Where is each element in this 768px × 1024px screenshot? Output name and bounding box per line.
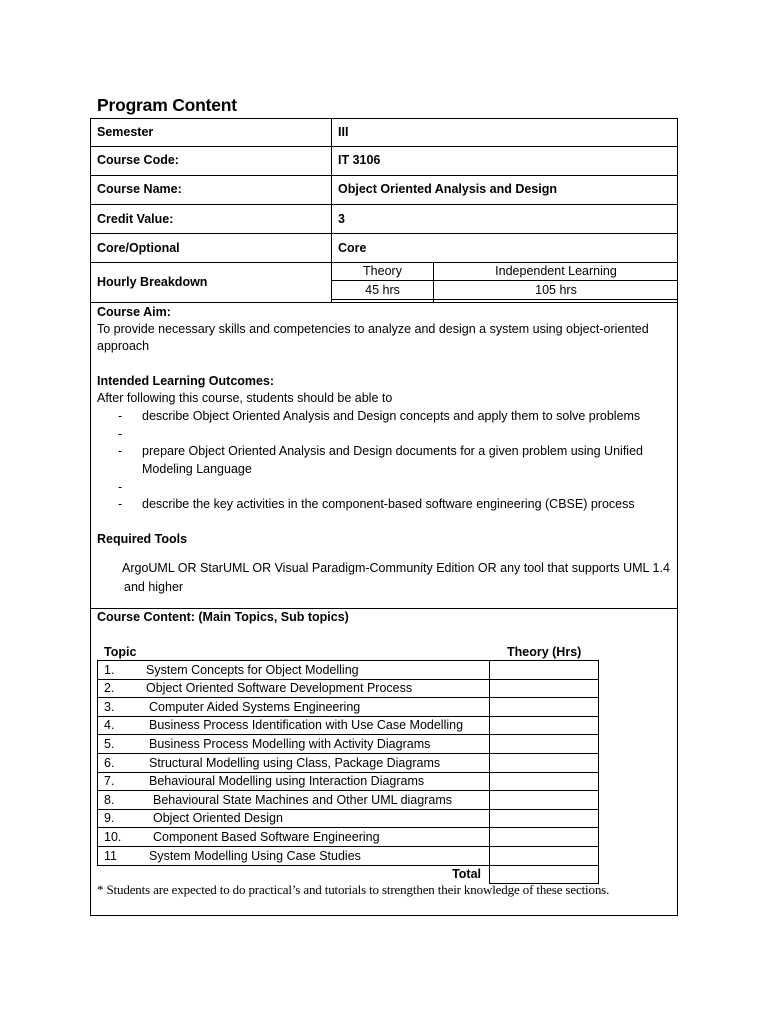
topic-name: Behavioural Modelling using Interaction Diagrams xyxy=(149,774,425,789)
topic-name: Component Based Software Engineering xyxy=(153,829,380,844)
required-tools-text-cont: and higher xyxy=(124,580,184,594)
theory-hours-cell xyxy=(489,827,599,847)
footnote: * Students are expected to do practical’s and tutorials to strengthen their knowledge of these sections. xyxy=(97,882,610,897)
ilo-item: describe Object Oriented Analysis and Design concepts and apply them to solve problems xyxy=(142,409,641,423)
topic-name: Object Oriented Design xyxy=(153,811,283,826)
topic-number: 4. xyxy=(104,718,115,733)
total-label: Total xyxy=(452,867,481,882)
theory-hours-cell xyxy=(489,716,599,736)
course-name-value: Object Oriented Analysis and Design xyxy=(338,182,558,196)
bullet-dash: - xyxy=(118,409,123,423)
credit-value: 3 xyxy=(338,212,345,226)
ilo-heading: Intended Learning Outcomes: xyxy=(97,374,275,388)
bullet-dash: - xyxy=(118,497,123,511)
course-name-label: Course Name: xyxy=(97,182,182,196)
course-code-value: IT 3106 xyxy=(338,153,381,167)
topic-name: System Concepts for Object Modelling xyxy=(146,662,359,677)
course-content-heading: Course Content: (Main Topics, Sub topics) xyxy=(97,610,349,624)
page-title: Program Content xyxy=(97,95,237,115)
topic-number: 8. xyxy=(104,792,115,807)
topic-number: 9. xyxy=(104,811,115,826)
topic-name: Behavioural State Machines and Other UML diagrams xyxy=(153,792,452,807)
theory-header: Theory xyxy=(363,264,402,278)
topic-name: Object Oriented Software Development Process xyxy=(146,681,413,696)
topic-name: Computer Aided Systems Engineering xyxy=(149,699,361,714)
course-aim-text-cont: approach xyxy=(97,339,150,353)
topic-number: 1. xyxy=(104,662,115,677)
topic-name: Business Process Modelling with Activity Diagrams xyxy=(149,736,431,751)
topic-name: Business Process Identification with Use Case Modelling xyxy=(149,718,464,733)
ilo-item-cont: Modeling Language xyxy=(142,462,252,476)
topic-name: Structural Modelling using Class, Package Diagrams xyxy=(149,755,441,770)
semester-value: III xyxy=(338,125,349,139)
hourly-breakdown-label: Hourly Breakdown xyxy=(97,275,208,289)
theory-hours-cell xyxy=(489,697,599,717)
theory-hours-cell xyxy=(489,734,599,754)
row-divider xyxy=(90,204,678,205)
topic-number: 2. xyxy=(104,681,115,696)
topic-number: 10. xyxy=(104,829,122,844)
topic-number: 6. xyxy=(104,755,115,770)
credit-value-label: Credit Value: xyxy=(97,212,174,226)
bullet-dash: - xyxy=(118,480,123,494)
row-divider xyxy=(90,302,678,303)
theory-hours-cell xyxy=(489,753,599,773)
topic-number: 5. xyxy=(104,736,115,751)
core-optional-value: Core xyxy=(338,241,367,255)
ilo-item: prepare Object Oriented Analysis and Design documents for a given problem using Unified xyxy=(142,444,643,458)
bullet-dash: - xyxy=(118,427,123,441)
hourly-bottom-rule xyxy=(331,299,678,300)
topic-number: 7. xyxy=(104,774,115,789)
core-optional-label: Core/Optional xyxy=(97,241,180,255)
row-divider xyxy=(90,175,678,176)
required-tools-text: ArgoUML OR StarUML OR Visual Paradigm-Community Edition OR any tool that supports UML 1.4 xyxy=(122,561,670,575)
theory-hours-cell xyxy=(489,790,599,810)
topic-number: 3. xyxy=(104,699,115,714)
theory-hours-cell xyxy=(489,660,599,680)
course-aim-heading: Course Aim: xyxy=(97,305,171,319)
independent-learning-header: Independent Learning xyxy=(495,264,617,278)
ilo-item: describe the key activities in the component-based software engineering (CBSE) process xyxy=(142,497,635,511)
row-divider xyxy=(90,146,678,147)
semester-label: Semester xyxy=(97,125,154,139)
hourly-inner-divider xyxy=(331,280,678,281)
row-divider xyxy=(90,233,678,234)
course-code-label: Course Code: xyxy=(97,153,179,167)
theory-hrs-column-header: Theory (Hrs) xyxy=(507,645,582,659)
independent-learning-hours: 105 hrs xyxy=(535,283,577,297)
topic-column-header: Topic xyxy=(104,645,137,659)
theory-hours-cell xyxy=(489,809,599,829)
bullet-dash: - xyxy=(118,444,123,458)
theory-hours-cell xyxy=(489,846,599,866)
theory-hours: 45 hrs xyxy=(365,283,400,297)
required-tools-heading: Required Tools xyxy=(97,532,188,546)
theory-hours-cell xyxy=(489,772,599,792)
topic-name: System Modelling Using Case Studies xyxy=(149,848,361,863)
ilo-intro: After following this course, students should be able to xyxy=(97,391,393,405)
course-aim-text: To provide necessary skills and competencies to analyze and design a system using object-oriented xyxy=(97,322,649,336)
theory-hours-cell xyxy=(489,679,599,699)
topic-number: 11 xyxy=(104,848,117,863)
